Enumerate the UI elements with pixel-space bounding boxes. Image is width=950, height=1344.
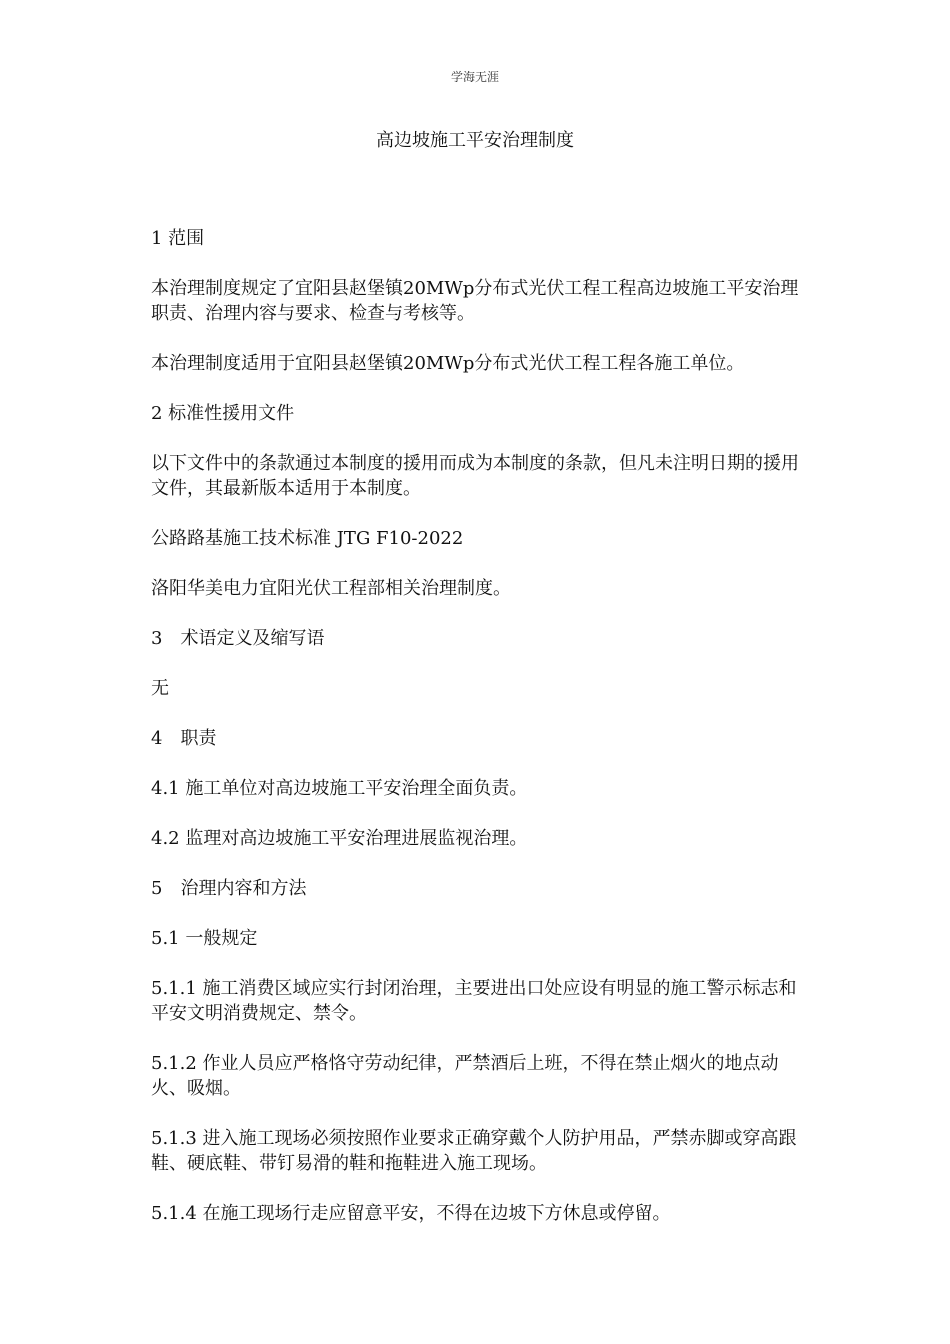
section-heading-references: 2 标准性援用文件 <box>151 403 295 424</box>
paragraph-scope-definition: 本治理制度规定了宜阳县赵堡镇20MWp分布式光伏工程工程高边坡施工平安治理职责、治理内容与要求、检查与考核等。 <box>151 278 799 324</box>
paragraph-reference-company: 洛阳华美电力宜阳光伏工程部相关治理制度。 <box>151 578 511 599</box>
paragraph-rule-5-1-2: 5.1.2 作业人员应严格恪守劳动纪律，严禁酒后上班，不得在禁止烟火的地点动火、吸烟。 <box>151 1053 779 1099</box>
paragraph-reference-standard: 公路路基施工技术标准 JTG F10-2022 <box>151 528 464 549</box>
paragraph-rule-5-1-1: 5.1.1 施工消费区域应实行封闭治理，主要进出口处应设有明显的施工警示标志和平安文明消费规定、禁令。 <box>151 978 797 1024</box>
subsection-heading-general: 5.1 一般规定 <box>151 928 258 949</box>
page-header: 学海无涯 <box>450 70 499 84</box>
paragraph-duty-4-2: 4.2 监理对高边坡施工平安治理进展监视治理。 <box>151 828 528 849</box>
paragraph-duty-4-1: 4.1 施工单位对高边坡施工平安治理全面负责。 <box>151 778 528 799</box>
paragraph-references-intro: 以下文件中的条款通过本制度的援用而成为本制度的条款，但凡未注明日期的援用文件，其最新版本适用于本制度。 <box>151 453 799 499</box>
document-title: 高边坡施工平安治理制度 <box>376 130 574 151</box>
section-heading-scope: 1 范围 <box>151 228 205 249</box>
paragraph-rule-5-1-4: 5.1.4 在施工现场行走应留意平安，不得在边坡下方休息或停留。 <box>151 1203 671 1224</box>
document-body <box>151 226 801 1251</box>
section-heading-management: 5 治理内容和方法 <box>151 878 307 899</box>
paragraph-rule-5-1-3: 5.1.3 进入施工现场必须按照作业要求正确穿戴个人防护用品，严禁赤脚或穿高跟鞋、硬底鞋、带钉易滑的鞋和拖鞋进入施工现场。 <box>151 1128 797 1174</box>
section-heading-terms: 3 术语定义及缩写语 <box>151 628 325 649</box>
section-heading-duties: 4 职责 <box>151 728 217 749</box>
paragraph-terms-none: 无 <box>151 678 169 699</box>
paragraph-scope-applicability: 本治理制度适用于宜阳县赵堡镇20MWp分布式光伏工程工程各施工单位。 <box>151 353 745 374</box>
